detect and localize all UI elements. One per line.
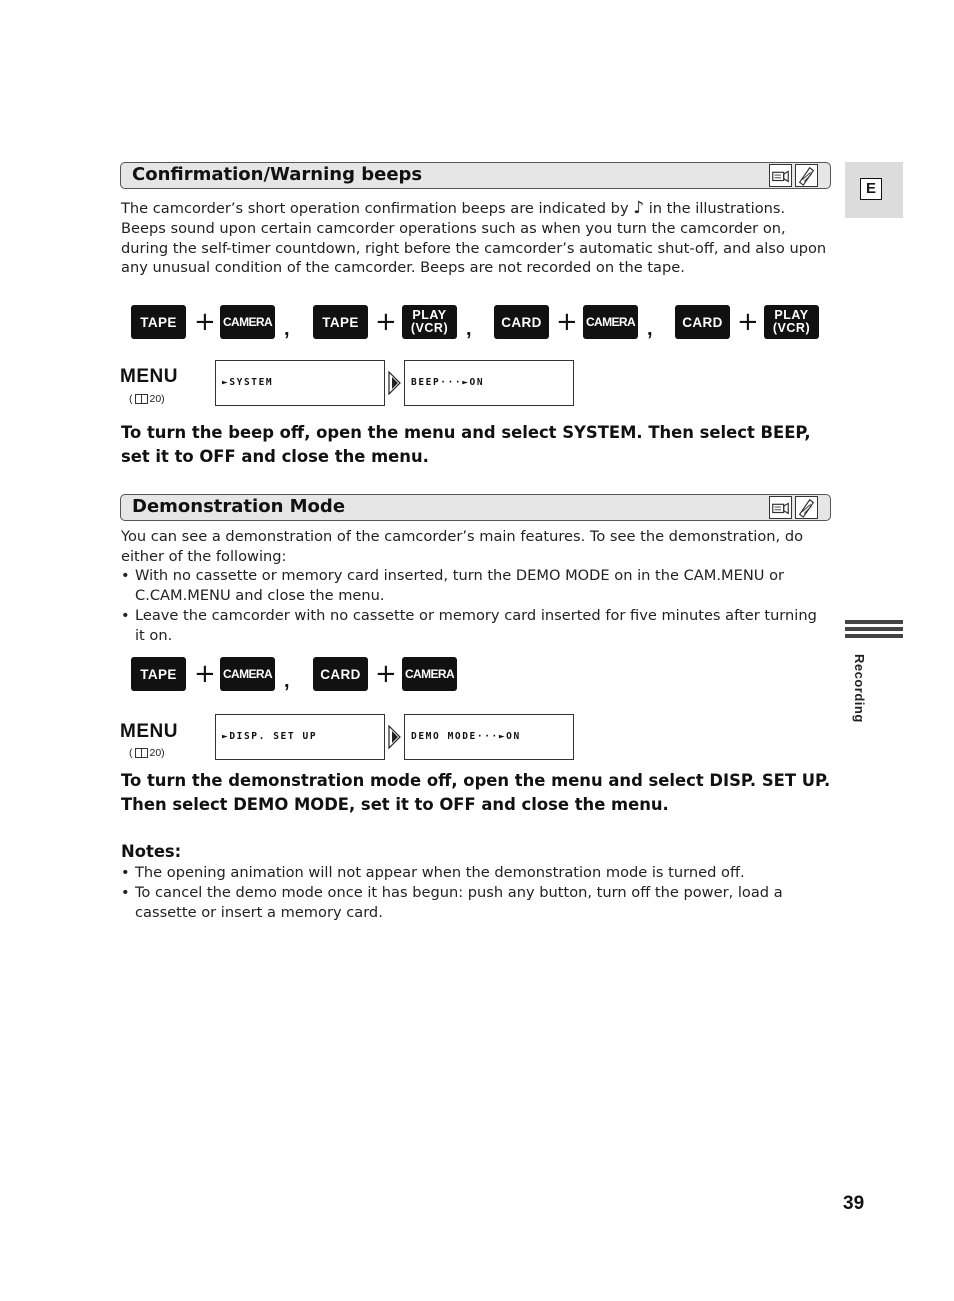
card-switch-label: CARD [313, 657, 368, 691]
comma-separator: , [284, 670, 290, 692]
menu-button-label: MENU [120, 366, 178, 387]
bullet-text: Leave the camcorder with no cassette or memory card inserted for five minutes after turning it on. [135, 607, 817, 644]
page-number: 39 [843, 1193, 865, 1214]
section-title: Demonstration Mode [132, 496, 346, 517]
mode-icons [769, 496, 818, 519]
plus-sign: + [737, 307, 759, 337]
card-switch-label: CARD [675, 305, 730, 339]
beeps-description [121, 199, 831, 278]
card-switch-label: CARD [494, 305, 549, 339]
section-label: Recording [852, 654, 867, 723]
demo-bullet [121, 566, 831, 606]
demo-bullet [121, 606, 831, 646]
ref-paren: ( [129, 393, 133, 405]
beeps-text-2: in the illustrations. Beeps sound upon certain camcorder operations such as when you turn the camcorder on, during the self-timer countdown, right before the camcorder’s automatic shut-off, and also upon any unusual condition of the camcorder. Beeps are not recorded on the tape. [121, 200, 827, 277]
menu-screen-demo-mode: DEMO MODE···►ON [404, 714, 574, 760]
comma-separator: , [647, 318, 653, 340]
section-stripes [845, 620, 903, 641]
bullet-text: With no cassette or memory card inserted, turn the DEMO MODE on in the CAM.MENU or C.CAM.MENU and close the menu. [135, 567, 785, 604]
menu-arrow-icon [388, 725, 402, 749]
plus-sign: + [194, 659, 216, 689]
bullet-dot: • [121, 864, 130, 881]
note-text: The opening animation will not appear when the demonstration mode is turned off. [135, 864, 745, 881]
camera-mode-label: CAMERA [220, 657, 275, 691]
beeps-text-1: The camcorder’s short operation confirmation beeps are indicated by [121, 200, 634, 217]
camera-mode-label: CAMERA [402, 657, 457, 691]
section-title: Confirmation/Warning beeps [132, 164, 423, 185]
plus-sign: + [375, 307, 397, 337]
camera-mode-icon [769, 496, 792, 519]
menu-button-label: MENU [120, 721, 178, 742]
note-text: To cancel the demo mode once it has begun: push any button, turn off the power, load a cassette or insert a memory card. [135, 884, 783, 921]
comma-separator: , [284, 318, 290, 340]
book-reference-icon [135, 394, 148, 404]
card-camera-mode-icon [795, 496, 818, 519]
menu-screen-beep: BEEP···►ON [404, 360, 574, 406]
vcr-label: (VCR) [772, 321, 811, 335]
tape-switch-label: TAPE [131, 305, 186, 339]
notes-title: Notes: [121, 842, 182, 861]
section-header-demo [120, 494, 831, 521]
bullet-dot: • [121, 607, 130, 624]
plus-sign: + [556, 307, 578, 337]
plus-sign: + [194, 307, 216, 337]
vcr-label: (VCR) [410, 321, 449, 335]
play-vcr-mode-label [764, 305, 819, 339]
menu-screen-disp-setup: ►DISP. SET UP [215, 714, 385, 760]
page-reference [129, 393, 165, 405]
play-label: PLAY [412, 308, 447, 322]
tape-switch-label: TAPE [131, 657, 186, 691]
camera-mode-label: CAMERA [220, 305, 275, 339]
book-reference-icon [135, 748, 148, 758]
section-header-beeps [120, 162, 831, 189]
menu-arrow-icon [388, 371, 402, 395]
language-tab [845, 162, 903, 218]
card-camera-mode-icon [795, 164, 818, 187]
menu-screen-system: ►SYSTEM [215, 360, 385, 406]
camera-mode-icon [769, 164, 792, 187]
bullet-dot: • [121, 567, 130, 584]
note-item [121, 863, 831, 883]
language-letter: E [860, 178, 882, 200]
play-vcr-mode-label [402, 305, 457, 339]
play-label: PLAY [774, 308, 809, 322]
ref-paren: ( [129, 747, 133, 759]
ref-page: 20) [149, 747, 165, 759]
beeps-instruction: To turn the beep off, open the menu and select SYSTEM. Then select BEEP, set it to OFF and close the menu. [121, 423, 811, 466]
page-reference [129, 747, 165, 759]
comma-separator: , [466, 318, 472, 340]
demo-intro: You can see a demonstration of the camcorder’s main features. To see the demonstration, do either of the following: [121, 528, 804, 565]
mode-icons [769, 164, 818, 187]
camera-mode-label: CAMERA [583, 305, 638, 339]
music-note-icon: ♪ [633, 198, 645, 218]
ref-page: 20) [149, 393, 165, 405]
plus-sign: + [375, 659, 397, 689]
note-item [121, 883, 831, 923]
bullet-dot: • [121, 884, 130, 901]
tape-switch-label: TAPE [313, 305, 368, 339]
demo-instruction: To turn the demonstration mode off, open the menu and select DISP. SET UP. Then select DEMO MODE, set it to OFF and close the menu. [121, 771, 831, 814]
